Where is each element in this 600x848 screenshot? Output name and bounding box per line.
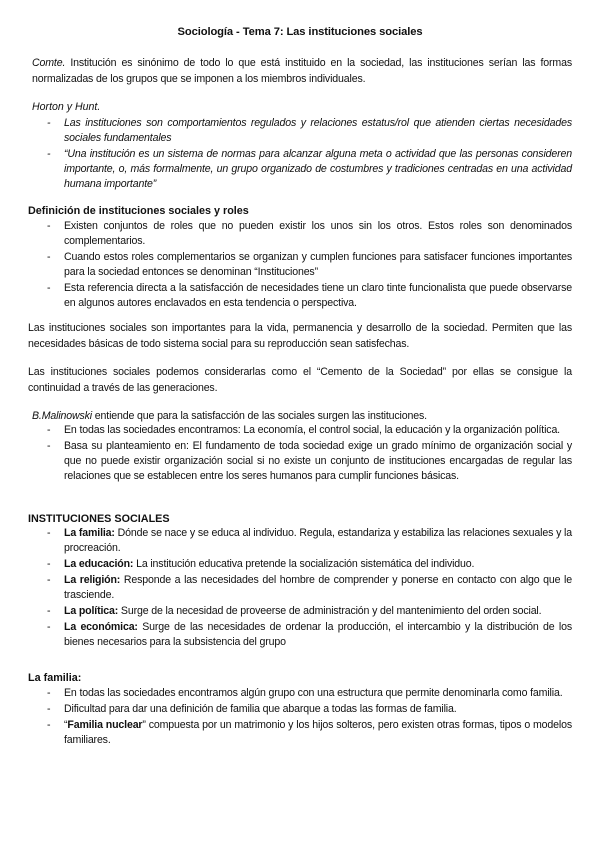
familia-heading: La familia:: [28, 672, 82, 684]
malinowski-text: entiende que para la satisfacción de las sociales surgen las instituciones.: [92, 410, 427, 422]
comte-paragraph: [32, 55, 572, 87]
list-item: - “Una institución es un sistema de normas para alcanzar alguna meta o actividad que las personas consideren importante, o, más formalmente, un grupo organizado de costumbres y tradiciones centradas en una actividad humana importante”: [47, 148, 572, 190]
paragraph-importancia: Las instituciones sociales son importantes para la vida, permanencia y desarrollo de la sociedad. Permiten que las necesidades básicas de todo sistema social para su reproducción sean satisfechas.: [28, 322, 572, 350]
list-item: - La familia: Dónde se nace y se educa al individuo. Regula, estandariza y estabiliza las relaciones sexuales y la procreación.: [47, 527, 573, 554]
definicion-list: [0, 219, 600, 311]
paragraph-cemento: Las instituciones sociales podemos considerarlas como el “Cemento de la Sociedad” por ellas se consigue la continuidad a través de las generaciones.: [28, 366, 572, 394]
malinowski-paragraph: [32, 408, 572, 424]
list-item: - Dificultad para dar una definición de familia que abarque a todas las formas de familia.: [47, 703, 457, 715]
list-item: - La política: Surge de la necesidad de proveerse de administración y del mantenimiento del orden social.: [47, 605, 542, 617]
comte-text: Institución es sinónimo de todo lo que está instituido en la sociedad, las instituciones serían las formas normalizadas de los grupos que se imponen a los miembros individuales.: [32, 57, 572, 85]
comte-author: Comte.: [32, 57, 66, 69]
list-item: - “Familia nuclear” compuesta por un matrimonio y los hijos solteros, pero existen otras formas, tipos o modelos familiares.: [47, 719, 572, 746]
list-item: - Existen conjuntos de roles que no pueden existir los unos sin los otros. Estos roles son denominados complementarios.: [47, 220, 572, 247]
list-item: - Las instituciones son comportamientos regulados y relaciones estatus/rol que atienden ciertas necesidades sociales fundamentales: [47, 117, 572, 144]
list-item: - La religión: Responde a las necesidades del hombre de comprender y ponerse en contacto con algo que le trasciende.: [47, 574, 572, 601]
list-item: - La educación: La institución educativa pretende la socialización sistemática del individuo.: [47, 558, 475, 570]
list-item: - La económica: Surge de las necesidades de ordenar la producción, el intercambio y la distribución de los bienes necesarios para la subsistencia del grupo: [47, 621, 572, 648]
horton-list: [0, 116, 600, 192]
page-title: Sociología - Tema 7: Las instituciones sociales: [177, 26, 423, 38]
malinowski-list: [0, 423, 600, 484]
instituciones-list: [0, 526, 600, 650]
list-item: - En todas las sociedades encontramos: La economía, el control social, la educación y la organización política.: [47, 424, 560, 436]
horton-author: Horton y Hunt.: [32, 101, 101, 113]
definicion-heading: Definición de instituciones sociales y roles: [28, 205, 249, 217]
list-item: - Basa su planteamiento en: El fundamento de toda sociedad exige un grado mínimo de organización social y que no puede existir organización social si no existe un conjunto de instituciones encargadas de regular las relaciones que se establecen entre los seres humanos para cumplir funciones básicas.: [47, 440, 572, 482]
familia-list: [0, 686, 600, 748]
malinowski-author: B.Malinowski: [32, 410, 93, 422]
list-item: - Esta referencia directa a la satisfacción de necesidades tiene un claro tinte funcionalista que puede observarse en algunos autores enclavados en esta tendencia o perspectiva.: [47, 282, 572, 309]
instituciones-heading: INSTITUCIONES SOCIALES: [28, 513, 170, 525]
list-item: - En todas las sociedades encontramos algún grupo con una estructura que permite denominarla como familia.: [47, 687, 563, 699]
list-item: - Cuando estos roles complementarios se organizan y cumplen funciones para satisfacer funciones importantes para la sociedad entonces se denominan “Instituciones”: [47, 251, 572, 278]
